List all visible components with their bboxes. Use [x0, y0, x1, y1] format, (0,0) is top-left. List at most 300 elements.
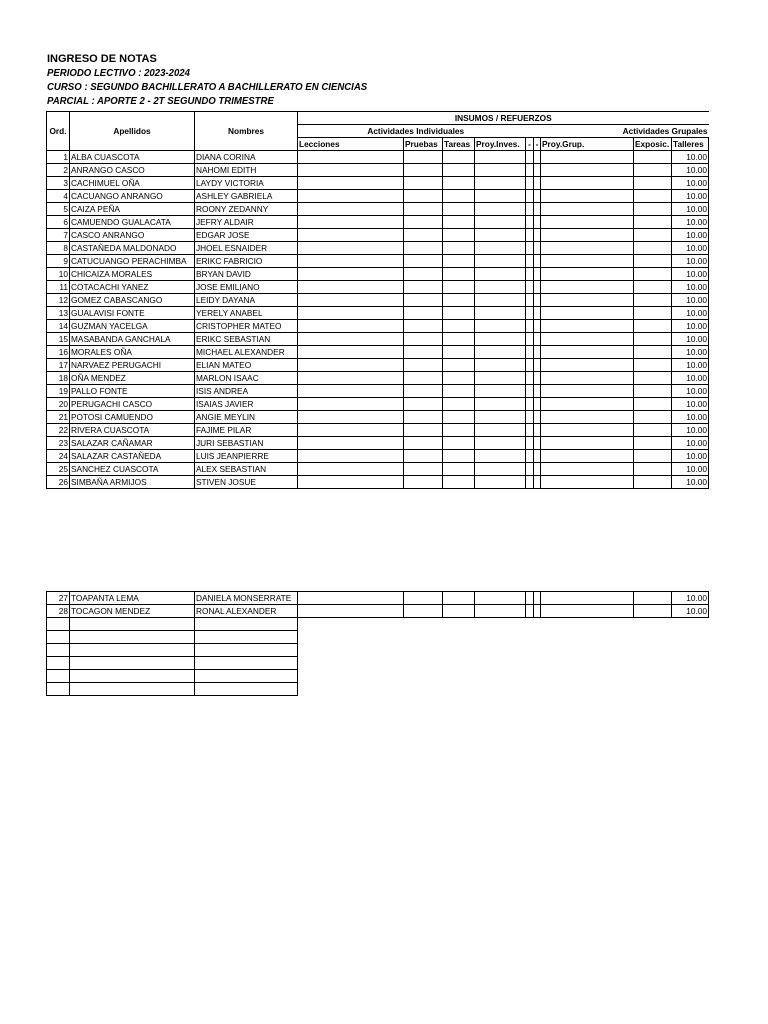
talleres-cell[interactable]: 10.00 — [672, 372, 709, 385]
proy-grup-cell[interactable] — [541, 398, 634, 411]
tareas-cell[interactable] — [443, 151, 475, 164]
nombres-cell: BRYAN DAVID — [195, 268, 298, 281]
talleres-cell[interactable]: 10.00 — [672, 190, 709, 203]
tareas-cell[interactable] — [443, 190, 475, 203]
empty-cell — [298, 670, 709, 683]
dash-2-cell[interactable] — [534, 476, 541, 489]
pruebas-cell[interactable] — [404, 385, 443, 398]
empty-cell — [298, 644, 709, 657]
tareas-cell[interactable] — [443, 255, 475, 268]
proy-grup-cell[interactable] — [541, 164, 634, 177]
lecciones-cell[interactable] — [298, 281, 404, 294]
proy-grup-cell[interactable] — [541, 437, 634, 450]
dash-2-cell[interactable] — [534, 320, 541, 333]
proy-inves-cell[interactable] — [475, 437, 526, 450]
empty-cell — [70, 657, 195, 670]
dash-1-cell[interactable] — [526, 346, 534, 359]
exposic-cell[interactable] — [634, 592, 672, 605]
table-row — [47, 281, 709, 294]
proy-inves-cell[interactable] — [475, 281, 526, 294]
exposic-cell[interactable] — [634, 346, 672, 359]
dash-2-cell[interactable] — [534, 164, 541, 177]
dash-1-cell[interactable] — [526, 151, 534, 164]
table-row — [47, 320, 709, 333]
lecciones-cell[interactable] — [298, 424, 404, 437]
exposic-cell[interactable] — [634, 190, 672, 203]
dash-1-cell[interactable] — [526, 398, 534, 411]
lecciones-cell[interactable] — [298, 333, 404, 346]
pruebas-cell[interactable] — [404, 333, 443, 346]
pruebas-cell[interactable] — [404, 281, 443, 294]
talleres-cell[interactable]: 10.00 — [672, 307, 709, 320]
talleres-cell[interactable]: 10.00 — [672, 294, 709, 307]
dash-1-cell[interactable] — [526, 242, 534, 255]
header-actividades-individuales: Actividades Individuales — [298, 125, 534, 138]
tareas-cell[interactable] — [443, 216, 475, 229]
talleres-cell[interactable]: 10.00 — [672, 476, 709, 489]
lecciones-cell[interactable] — [298, 372, 404, 385]
exposic-cell[interactable] — [634, 463, 672, 476]
pruebas-cell[interactable] — [404, 359, 443, 372]
exposic-cell[interactable] — [634, 177, 672, 190]
pruebas-cell[interactable] — [404, 450, 443, 463]
exposic-cell[interactable] — [634, 398, 672, 411]
tareas-cell[interactable] — [443, 242, 475, 255]
ord-cell: 6 — [47, 216, 70, 229]
proy-grup-cell[interactable] — [541, 255, 634, 268]
talleres-cell[interactable]: 10.00 — [672, 437, 709, 450]
table-row — [47, 164, 709, 177]
ord-cell: 20 — [47, 398, 70, 411]
dash-1-cell[interactable] — [526, 437, 534, 450]
proy-grup-cell[interactable] — [541, 359, 634, 372]
dash-2-cell[interactable] — [534, 242, 541, 255]
pruebas-cell[interactable] — [404, 463, 443, 476]
proy-inves-cell[interactable] — [475, 333, 526, 346]
apellidos-cell: RIVERA CUASCOTA — [70, 424, 195, 437]
exposic-cell[interactable] — [634, 268, 672, 281]
pruebas-cell[interactable] — [404, 242, 443, 255]
exposic-cell[interactable] — [634, 229, 672, 242]
lecciones-cell[interactable] — [298, 592, 404, 605]
proy-grup-cell[interactable] — [541, 411, 634, 424]
lecciones-cell[interactable] — [298, 605, 404, 618]
proy-grup-cell[interactable] — [541, 463, 634, 476]
lecciones-cell[interactable] — [298, 398, 404, 411]
empty-cell — [47, 670, 70, 683]
proy-grup-cell[interactable] — [541, 281, 634, 294]
dash-1-cell[interactable] — [526, 268, 534, 281]
tareas-cell[interactable] — [443, 450, 475, 463]
dash-2-cell[interactable] — [534, 450, 541, 463]
lecciones-cell[interactable] — [298, 255, 404, 268]
proy-inves-cell[interactable] — [475, 255, 526, 268]
table-row — [47, 346, 709, 359]
pruebas-cell[interactable] — [404, 216, 443, 229]
talleres-cell[interactable]: 10.00 — [672, 463, 709, 476]
pruebas-cell[interactable] — [404, 164, 443, 177]
ord-cell: 23 — [47, 437, 70, 450]
dash-1-cell[interactable] — [526, 320, 534, 333]
nombres-cell: ROONY ZEDANNY — [195, 203, 298, 216]
lecciones-cell[interactable] — [298, 411, 404, 424]
lecciones-cell[interactable] — [298, 203, 404, 216]
pruebas-cell[interactable] — [404, 372, 443, 385]
proy-inves-cell[interactable] — [475, 203, 526, 216]
proy-grup-cell[interactable] — [541, 372, 634, 385]
apellidos-cell: NARVAEZ PERUGACHI — [70, 359, 195, 372]
tareas-cell[interactable] — [443, 307, 475, 320]
proy-inves-cell[interactable] — [475, 242, 526, 255]
talleres-cell[interactable]: 10.00 — [672, 242, 709, 255]
dash-1-cell[interactable] — [526, 229, 534, 242]
dash-1-cell[interactable] — [526, 203, 534, 216]
tareas-cell[interactable] — [443, 294, 475, 307]
pruebas-cell[interactable] — [404, 592, 443, 605]
apellidos-cell: PERUGACHI CASCO — [70, 398, 195, 411]
proy-inves-cell[interactable] — [475, 229, 526, 242]
talleres-cell[interactable]: 10.00 — [672, 592, 709, 605]
talleres-cell[interactable]: 10.00 — [672, 164, 709, 177]
lecciones-cell[interactable] — [298, 307, 404, 320]
lecciones-cell[interactable] — [298, 216, 404, 229]
exposic-cell[interactable] — [634, 307, 672, 320]
pruebas-cell[interactable] — [404, 424, 443, 437]
tareas-cell[interactable] — [443, 424, 475, 437]
talleres-cell[interactable]: 10.00 — [672, 320, 709, 333]
exposic-cell[interactable] — [634, 424, 672, 437]
lecciones-cell[interactable] — [298, 463, 404, 476]
table-row — [47, 151, 709, 164]
proy-grup-cell[interactable] — [541, 229, 634, 242]
dash-1-cell[interactable] — [526, 294, 534, 307]
pruebas-cell[interactable] — [404, 268, 443, 281]
proy-inves-cell[interactable] — [475, 177, 526, 190]
exposic-cell[interactable] — [634, 294, 672, 307]
tareas-cell[interactable] — [443, 164, 475, 177]
talleres-cell[interactable]: 10.00 — [672, 450, 709, 463]
talleres-cell[interactable]: 10.00 — [672, 268, 709, 281]
proy-inves-cell[interactable] — [475, 268, 526, 281]
nombres-cell: LEIDY DAYANA — [195, 294, 298, 307]
talleres-cell[interactable]: 10.00 — [672, 398, 709, 411]
exposic-cell[interactable] — [634, 242, 672, 255]
talleres-cell[interactable]: 10.00 — [672, 385, 709, 398]
proy-grup-cell[interactable] — [541, 385, 634, 398]
tareas-cell[interactable] — [443, 605, 475, 618]
proy-grup-cell[interactable] — [541, 190, 634, 203]
proy-grup-cell[interactable] — [541, 346, 634, 359]
lecciones-cell[interactable] — [298, 242, 404, 255]
lecciones-cell[interactable] — [298, 359, 404, 372]
dash-2-cell[interactable] — [534, 229, 541, 242]
dash-2-cell[interactable] — [534, 424, 541, 437]
lecciones-cell[interactable] — [298, 177, 404, 190]
exposic-cell[interactable] — [634, 255, 672, 268]
talleres-cell[interactable]: 10.00 — [672, 333, 709, 346]
talleres-cell[interactable]: 10.00 — [672, 203, 709, 216]
proy-grup-cell[interactable] — [541, 151, 634, 164]
pruebas-cell[interactable] — [404, 203, 443, 216]
dash-1-cell[interactable] — [526, 307, 534, 320]
empty-cell — [70, 670, 195, 683]
exposic-cell[interactable] — [634, 605, 672, 618]
pruebas-cell[interactable] — [404, 605, 443, 618]
table-row — [47, 307, 709, 320]
pruebas-cell[interactable] — [404, 229, 443, 242]
dash-2-cell[interactable] — [534, 359, 541, 372]
proy-inves-cell[interactable] — [475, 151, 526, 164]
dash-1-cell[interactable] — [526, 372, 534, 385]
proy-inves-cell[interactable] — [475, 605, 526, 618]
talleres-cell[interactable]: 10.00 — [672, 424, 709, 437]
lecciones-cell[interactable] — [298, 151, 404, 164]
tareas-cell[interactable] — [443, 385, 475, 398]
tareas-cell[interactable] — [443, 333, 475, 346]
dash-1-cell[interactable] — [526, 359, 534, 372]
dash-1-cell[interactable] — [526, 177, 534, 190]
dash-2-cell[interactable] — [534, 255, 541, 268]
dash-2-cell[interactable] — [534, 463, 541, 476]
exposic-cell[interactable] — [634, 450, 672, 463]
tareas-cell[interactable] — [443, 359, 475, 372]
dash-2-cell[interactable] — [534, 411, 541, 424]
talleres-cell[interactable]: 10.00 — [672, 255, 709, 268]
exposic-cell[interactable] — [634, 216, 672, 229]
ord-cell: 9 — [47, 255, 70, 268]
empty-table-row — [47, 670, 709, 683]
lecciones-cell[interactable] — [298, 320, 404, 333]
pruebas-cell[interactable] — [404, 320, 443, 333]
talleres-cell[interactable]: 10.00 — [672, 411, 709, 424]
dash-1-cell[interactable] — [526, 216, 534, 229]
proy-inves-cell[interactable] — [475, 307, 526, 320]
proy-inves-cell[interactable] — [475, 450, 526, 463]
proy-grup-cell[interactable] — [541, 476, 634, 489]
talleres-cell[interactable]: 10.00 — [672, 177, 709, 190]
proy-grup-cell[interactable] — [541, 294, 634, 307]
exposic-cell[interactable] — [634, 320, 672, 333]
nombres-cell: ELIAN MATEO — [195, 359, 298, 372]
lecciones-cell[interactable] — [298, 346, 404, 359]
talleres-cell[interactable]: 10.00 — [672, 346, 709, 359]
dash-2-cell[interactable] — [534, 216, 541, 229]
talleres-cell[interactable]: 10.00 — [672, 359, 709, 372]
lecciones-cell[interactable] — [298, 437, 404, 450]
table-row — [47, 463, 709, 476]
apellidos-cell: OÑA MENDEZ — [70, 372, 195, 385]
nombres-cell: ISAIAS JAVIER — [195, 398, 298, 411]
dash-2-cell[interactable] — [534, 307, 541, 320]
proy-inves-cell[interactable] — [475, 476, 526, 489]
exposic-cell[interactable] — [634, 476, 672, 489]
document-title: INGRESO DE NOTAS — [47, 53, 157, 65]
nombres-cell: MICHAEL ALEXANDER — [195, 346, 298, 359]
lecciones-cell[interactable] — [298, 450, 404, 463]
tareas-cell[interactable] — [443, 398, 475, 411]
proy-grup-cell[interactable] — [541, 216, 634, 229]
proy-inves-cell[interactable] — [475, 346, 526, 359]
pruebas-cell[interactable] — [404, 476, 443, 489]
pruebas-cell[interactable] — [404, 151, 443, 164]
dash-2-cell[interactable] — [534, 268, 541, 281]
dash-2-cell[interactable] — [534, 203, 541, 216]
proy-inves-cell[interactable] — [475, 372, 526, 385]
dash-1-cell[interactable] — [526, 333, 534, 346]
lecciones-cell[interactable] — [298, 229, 404, 242]
dash-1-cell[interactable] — [526, 450, 534, 463]
exposic-cell[interactable] — [634, 281, 672, 294]
tareas-cell[interactable] — [443, 437, 475, 450]
pruebas-cell[interactable] — [404, 177, 443, 190]
proy-grup-cell[interactable] — [541, 450, 634, 463]
dash-2-cell[interactable] — [534, 372, 541, 385]
pruebas-cell[interactable] — [404, 307, 443, 320]
apellidos-cell: GUALAVISI FONTE — [70, 307, 195, 320]
proy-grup-cell[interactable] — [541, 242, 634, 255]
tareas-cell[interactable] — [443, 592, 475, 605]
dash-2-cell[interactable] — [534, 592, 541, 605]
proy-grup-cell[interactable] — [541, 307, 634, 320]
dash-1-cell[interactable] — [526, 411, 534, 424]
proy-inves-cell[interactable] — [475, 359, 526, 372]
exposic-cell[interactable] — [634, 437, 672, 450]
proy-grup-cell[interactable] — [541, 177, 634, 190]
dash-2-cell[interactable] — [534, 177, 541, 190]
talleres-cell[interactable]: 10.00 — [672, 151, 709, 164]
dash-1-cell[interactable] — [526, 605, 534, 618]
nombres-cell: ALEX SEBASTIAN — [195, 463, 298, 476]
tareas-cell[interactable] — [443, 463, 475, 476]
dash-2-cell[interactable] — [534, 346, 541, 359]
lecciones-cell[interactable] — [298, 385, 404, 398]
apellidos-cell: CASTAÑEDA MALDONADO — [70, 242, 195, 255]
talleres-cell[interactable]: 10.00 — [672, 605, 709, 618]
exposic-cell[interactable] — [634, 359, 672, 372]
proy-grup-cell[interactable] — [541, 592, 634, 605]
dash-2-cell[interactable] — [534, 151, 541, 164]
proy-grup-cell[interactable] — [541, 320, 634, 333]
dash-2-cell[interactable] — [534, 605, 541, 618]
lecciones-cell[interactable] — [298, 476, 404, 489]
pruebas-cell[interactable] — [404, 437, 443, 450]
dash-2-cell[interactable] — [534, 190, 541, 203]
lecciones-cell[interactable] — [298, 164, 404, 177]
dash-1-cell[interactable] — [526, 476, 534, 489]
tareas-cell[interactable] — [443, 411, 475, 424]
dash-2-cell[interactable] — [534, 294, 541, 307]
apellidos-cell: TOAPANTA LEMA — [70, 592, 195, 605]
exposic-cell[interactable] — [634, 385, 672, 398]
lecciones-cell[interactable] — [298, 294, 404, 307]
proy-inves-cell[interactable] — [475, 385, 526, 398]
grades-table-continued-body — [47, 592, 709, 696]
proy-grup-cell[interactable] — [541, 203, 634, 216]
exposic-cell[interactable] — [634, 151, 672, 164]
header-ord: Ord. — [47, 112, 70, 151]
dash-1-cell[interactable] — [526, 255, 534, 268]
dash-1-cell[interactable] — [526, 463, 534, 476]
dash-1-cell[interactable] — [526, 190, 534, 203]
exposic-cell[interactable] — [634, 411, 672, 424]
lecciones-cell[interactable] — [298, 268, 404, 281]
dash-2-cell[interactable] — [534, 385, 541, 398]
grades-table-continued — [46, 591, 709, 696]
exposic-cell[interactable] — [634, 333, 672, 346]
ord-cell: 27 — [47, 592, 70, 605]
tareas-cell[interactable] — [443, 281, 475, 294]
pruebas-cell[interactable] — [404, 398, 443, 411]
proy-inves-cell[interactable] — [475, 190, 526, 203]
talleres-cell[interactable]: 10.00 — [672, 229, 709, 242]
pruebas-cell[interactable] — [404, 190, 443, 203]
dash-2-cell[interactable] — [534, 333, 541, 346]
proy-inves-cell[interactable] — [475, 164, 526, 177]
table-row — [47, 333, 709, 346]
tareas-cell[interactable] — [443, 476, 475, 489]
apellidos-cell: MORALES OÑA — [70, 346, 195, 359]
exposic-cell[interactable] — [634, 203, 672, 216]
dash-2-cell[interactable] — [534, 437, 541, 450]
proy-inves-cell[interactable] — [475, 294, 526, 307]
pruebas-cell[interactable] — [404, 294, 443, 307]
pruebas-cell[interactable] — [404, 346, 443, 359]
dash-1-cell[interactable] — [526, 385, 534, 398]
proy-inves-cell[interactable] — [475, 592, 526, 605]
proy-grup-cell[interactable] — [541, 424, 634, 437]
tareas-cell[interactable] — [443, 229, 475, 242]
proy-inves-cell[interactable] — [475, 411, 526, 424]
proy-inves-cell[interactable] — [475, 320, 526, 333]
proy-grup-cell[interactable] — [541, 605, 634, 618]
dash-2-cell[interactable] — [534, 281, 541, 294]
proy-inves-cell[interactable] — [475, 216, 526, 229]
tareas-cell[interactable] — [443, 346, 475, 359]
empty-table-row — [47, 631, 709, 644]
talleres-cell[interactable]: 10.00 — [672, 216, 709, 229]
pruebas-cell[interactable] — [404, 411, 443, 424]
proy-grup-cell[interactable] — [541, 268, 634, 281]
exposic-cell[interactable] — [634, 372, 672, 385]
tareas-cell[interactable] — [443, 372, 475, 385]
proy-inves-cell[interactable] — [475, 463, 526, 476]
dash-1-cell[interactable] — [526, 592, 534, 605]
nombres-cell: STIVEN JOSUE — [195, 476, 298, 489]
exposic-cell[interactable] — [634, 164, 672, 177]
dash-1-cell[interactable] — [526, 164, 534, 177]
tareas-cell[interactable] — [443, 203, 475, 216]
tareas-cell[interactable] — [443, 177, 475, 190]
lecciones-cell[interactable] — [298, 190, 404, 203]
nombres-cell: ERIKC SEBASTIAN — [195, 333, 298, 346]
dash-1-cell[interactable] — [526, 281, 534, 294]
proy-inves-cell[interactable] — [475, 424, 526, 437]
tareas-cell[interactable] — [443, 320, 475, 333]
ord-cell: 2 — [47, 164, 70, 177]
nombres-cell: JHOEL ESNAIDER — [195, 242, 298, 255]
talleres-cell[interactable]: 10.00 — [672, 281, 709, 294]
proy-inves-cell[interactable] — [475, 398, 526, 411]
proy-grup-cell[interactable] — [541, 333, 634, 346]
empty-cell — [298, 683, 709, 696]
nombres-cell: DANIELA MONSERRATE — [195, 592, 298, 605]
header-dash-1: - — [526, 138, 534, 151]
dash-2-cell[interactable] — [534, 398, 541, 411]
dash-1-cell[interactable] — [526, 424, 534, 437]
pruebas-cell[interactable] — [404, 255, 443, 268]
nombres-cell: EDGAR JOSE — [195, 229, 298, 242]
tareas-cell[interactable] — [443, 268, 475, 281]
